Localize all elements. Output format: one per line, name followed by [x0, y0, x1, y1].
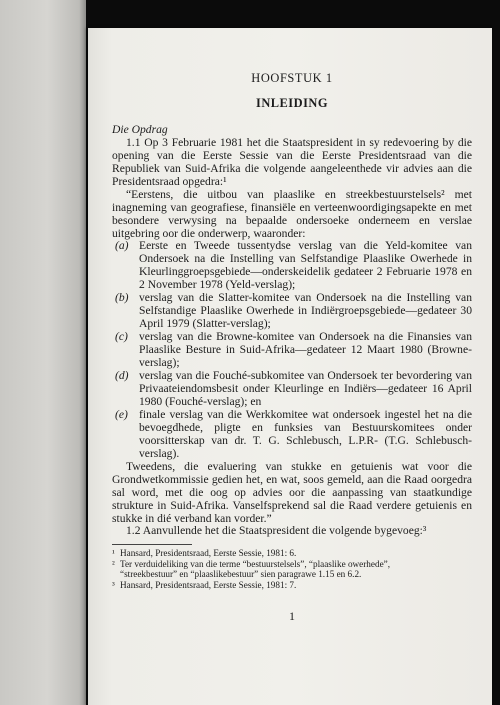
list-item [112, 409, 472, 461]
quote-second: Tweedens, die evaluering van stukke en getuienis wat voor die Grondwetkommissie gedien het, en wat, soos gemeld, aan die Raad oorgedra sal word, met die oog op advies oor die aanpassing van staatkundige strukture in Suid-Afrika. Vanselfsprekend sal die Raad verdere getuienis en stukke in dié verband kan vorder.” [112, 459, 472, 525]
page-content [112, 72, 472, 623]
list-item-text: verslag van die Browne-komitee van Ondersoek na die Finansies van Plaaslike Besture in Suid-Afrika—gedateer 12 Maart 1980 (Browne-verslag); [139, 330, 472, 370]
book-page [88, 28, 492, 705]
list-item-text: verslag van die Slatter-komitee van Ondersoek na die Instelling van Selfstandige Plaaslike Owerhede in Indiërgroepsgebiede—gedateer 30 April 1979 (Slatter-verslag); [139, 291, 472, 331]
page-number: 1 [289, 609, 295, 624]
facing-page-edge [0, 0, 86, 705]
list-item [112, 370, 472, 409]
footnote: ² Ter verduideliking van die terme “bestuurstelsels”, “plaaslike owerhede”, [112, 558, 391, 569]
list-item [112, 331, 472, 370]
list-item [112, 292, 472, 331]
list-item-label: (b) [115, 291, 129, 305]
footnote-rule [112, 544, 192, 545]
footnote: ¹ Hansard, Presidentsraad, Eerste Sessie, 1981: 6. [112, 548, 297, 559]
list-item-text: verslag van die Fouché-subkomitee van Ondersoek ter bevordering van Privaateiendomsbesit onder Kleurlinge en Indiërs—gedateer 16 April 1980 (Fouché-verslag); en [139, 369, 472, 408]
footnote: ³ Hansard, Presidentsraad, Eerste Sessie, 1981: 7. [112, 579, 297, 590]
section-heading: Die Opdrag [112, 122, 168, 136]
list-item-label: (a) [115, 239, 129, 253]
paragraph-1-2: 1.2 Aanvullende het die Staatspresident die volgende bygevoeg:³ [126, 524, 427, 538]
list-item-text: finale verslag van die Werkkomitee wat ondersoek ingestel het na die bevoegdhede, pligte en funksies van Bestuurskomitees onder voorsitterskap van dr. T. G. Schlebusch, L.P.R- (T.G. Schlebusch-verslag). [139, 407, 472, 460]
chapter-title: INLEIDING [256, 95, 328, 110]
list-item [112, 240, 472, 292]
footnotes [112, 548, 472, 590]
paragraph-1-1: 1.1 Op 3 Februarie 1981 het die Staatspresident in sy redevoering by die opening van die Eerste Sessie van die Eerste Presidentsraad van die Republiek van Suid-Afrika die volgende aangeleenthede vir advies aan die Presidentsraad opgedra:¹ [112, 135, 472, 188]
list-item-label: (d) [115, 369, 129, 383]
footnote-continuation: “streekbestuur” en “plaaslikebestuur” sien paragrawe 1.15 en 6.2. [120, 569, 362, 580]
chapter-heading: HOOFSTUK 1 [251, 71, 333, 85]
list-item-label: (c) [115, 330, 128, 344]
report-list [112, 240, 472, 460]
quote-intro: “Eerstens, die uitbou van plaaslike en streekbestuurstelsels² met inagneming van geografiese, finansiële en verteenwoordigingsapekte en met besondere verwysing na bepaalde ondersoeke onderneem en verslae uitgebring oor die onderwerp, waaronder: [112, 187, 472, 240]
list-item-text: Eerste en Tweede tussentydse verslag van die Yeld-komitee van Ondersoek na die Instelling van Selfstandige Plaaslike Owerhede in Kleurlinggroepsgebiede—onderskeidelik gedateer 2 Februarie 1978 en 2 November 1978 (Yeld-verslag); [139, 239, 472, 292]
list-item-label: (e) [115, 407, 128, 421]
